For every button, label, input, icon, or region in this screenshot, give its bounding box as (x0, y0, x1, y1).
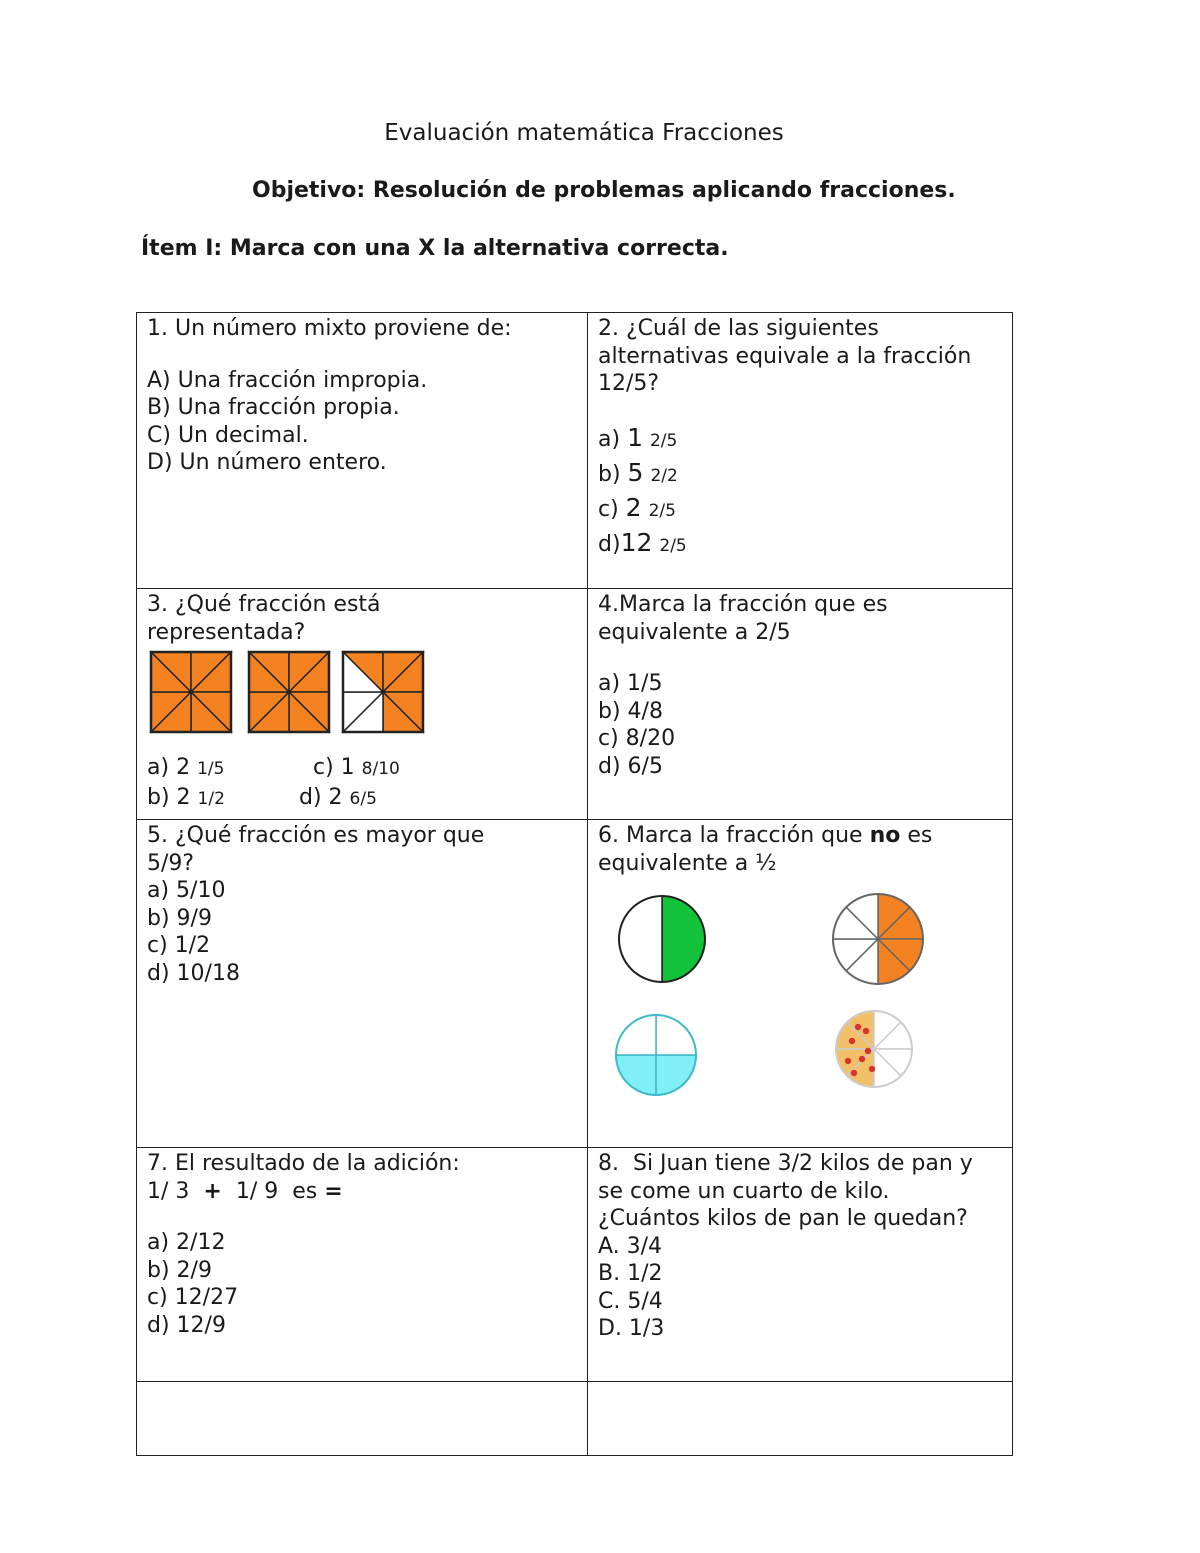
question-7-text-line1: 7. El resultado de la adición: (147, 1151, 460, 1176)
pepperoni-dot (849, 1038, 855, 1044)
empty-cell-left (137, 1382, 588, 1456)
question-6-text-line2: equivalente a ½ (598, 850, 777, 876)
circle-slice (619, 896, 662, 982)
q1-option-a[interactable]: A) Una fracción impropia. (147, 367, 428, 393)
question-3-text-line2: representada? (147, 619, 306, 645)
question-5-text-line2: 5/9? (147, 850, 195, 876)
q3-option-d[interactable]: d) 2 6/5 (299, 784, 377, 810)
question-8-cell (588, 1148, 1013, 1382)
pepperoni-dot (855, 1024, 861, 1030)
question-2-text-line1: 2. ¿Cuál de las siguientes (598, 316, 879, 341)
q8-option-b[interactable]: B. 1/2 (598, 1261, 663, 1286)
question-8-text-line3: ¿Cuántos kilos de pan le quedan? (598, 1206, 968, 1231)
question-4-text-line1: 4.Marca la fracción que es (598, 592, 888, 617)
question-3-cell (137, 589, 588, 820)
pepperoni-dot (851, 1070, 857, 1076)
q2-option-b[interactable]: b) 5 2/2 (598, 457, 678, 487)
objective-text: Objetivo: Resolución de problemas aplicando fracciones. (252, 178, 956, 203)
q3-option-a[interactable]: a) 2 1/5 (147, 755, 225, 780)
question-1-cell (137, 313, 588, 589)
q1-option-b[interactable]: B) Una fracción propia. (147, 395, 400, 420)
q4-option-d[interactable]: d) 6/5 (598, 753, 663, 779)
fraction-square (249, 652, 329, 732)
question-2-text-line3: 12/5? (598, 371, 660, 396)
question-7-cell (137, 1148, 588, 1382)
q8-option-d[interactable]: D. 1/3 (598, 1316, 665, 1341)
q8-option-a[interactable]: A. 3/4 (598, 1233, 663, 1259)
document-title: Evaluación matemática Fracciones (384, 120, 784, 146)
question-2-text-line2: alternativas equivale a la fracción (598, 343, 972, 369)
exam-table (136, 312, 1013, 1456)
q3-option-b[interactable]: b) 2 1/2 (147, 784, 225, 810)
question-2-cell (588, 313, 1013, 589)
q5-option-c[interactable]: c) 1/2 (147, 933, 211, 958)
fraction-circle (616, 1015, 696, 1095)
question-5-cell (137, 820, 588, 1148)
question-1-text: 1. Un número mixto proviene de: (147, 316, 512, 341)
empty-cell-right (588, 1382, 1013, 1456)
q5-option-d[interactable]: d) 10/18 (147, 960, 240, 986)
q4-option-a[interactable]: a) 1/5 (598, 671, 663, 696)
q7-option-c[interactable]: c) 12/27 (147, 1285, 239, 1310)
question-3-text-line1: 3. ¿Qué fracción está (147, 592, 381, 617)
question-7-expression: 1/ 3 + 1/ 9 es = (147, 1178, 343, 1204)
question-4-cell (588, 589, 1013, 820)
fraction-square (343, 652, 423, 732)
q2-option-d[interactable]: d)12 2/5 (598, 527, 687, 557)
question-6-text-line1: 6. Marca la fracción que no es (598, 823, 933, 848)
q7-option-d[interactable]: d) 12/9 (147, 1312, 226, 1338)
pepperoni-dot (869, 1066, 875, 1072)
q3-option-c[interactable]: c) 1 8/10 (313, 755, 400, 780)
fraction-circle (836, 1011, 912, 1087)
fraction-square (151, 652, 231, 732)
q4-option-c[interactable]: c) 8/20 (598, 726, 676, 751)
q7-option-a[interactable]: a) 2/12 (147, 1230, 226, 1255)
fraction-circle (619, 896, 705, 982)
fraction-circle (833, 894, 923, 984)
pepperoni-dot (863, 1028, 869, 1034)
q5-option-b[interactable]: b) 9/9 (147, 905, 212, 931)
q1-option-d[interactable]: D) Un número entero. (147, 450, 387, 475)
q7-option-b[interactable]: b) 2/9 (147, 1257, 212, 1283)
q2-option-c[interactable]: c) 2 2/5 (598, 492, 676, 522)
pepperoni-dot (859, 1056, 865, 1062)
question-8-text-line2: se come un cuarto de kilo. (598, 1178, 890, 1204)
q2-option-a[interactable]: a) 1 2/5 (598, 422, 678, 452)
q4-option-b[interactable]: b) 4/8 (598, 698, 663, 724)
fraction-squares-figure (149, 650, 429, 734)
q8-option-c[interactable]: C. 5/4 (598, 1288, 663, 1314)
pepperoni-dot (845, 1058, 851, 1064)
q1-option-c[interactable]: C) Un decimal. (147, 422, 309, 448)
question-5-text-line1: 5. ¿Qué fracción es mayor que (147, 823, 485, 848)
item-instruction: Ítem I: Marca con una X la alternativa correcta. (141, 236, 729, 261)
circle-slice (662, 896, 705, 982)
q5-option-a[interactable]: a) 5/10 (147, 878, 226, 903)
question-6-cell (588, 820, 1013, 1148)
question-8-text-line1: 8. Si Juan tiene 3/2 kilos de pan y (598, 1151, 973, 1176)
pepperoni-dot (865, 1048, 871, 1054)
question-4-text-line2: equivalente a 2/5 (598, 619, 791, 645)
fraction-circles-figure (598, 883, 1018, 1113)
